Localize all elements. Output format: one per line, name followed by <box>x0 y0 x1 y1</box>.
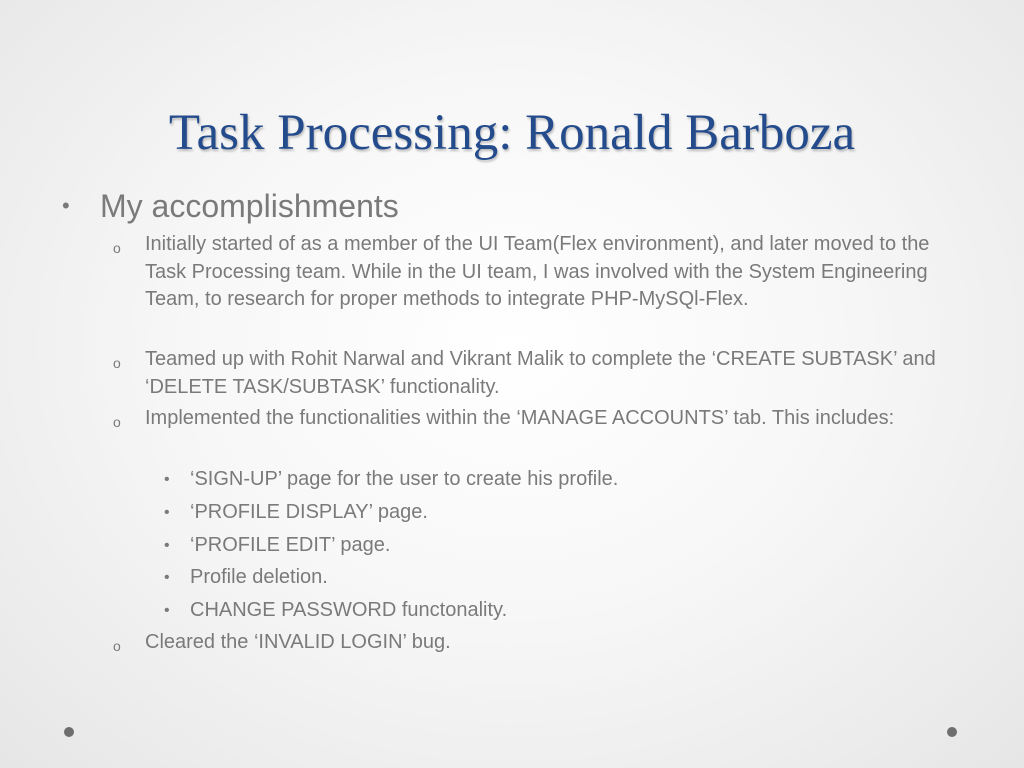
bullet-marker: o <box>113 355 121 371</box>
accomplishment-item-1: Initially started of as a member of the UI Team(Flex environment), and later moved to the Task Processing team. While in the UI team, I was involved with the System Engineering Team, to research for proper methods to integrate PHP-MySQl-Flex. <box>145 233 930 310</box>
sub-item-profile-display: ‘PROFILE DISPLAY’ page. <box>190 501 428 523</box>
main-bullet-marker: • <box>62 193 70 218</box>
sub-item-sign-up: ‘SIGN-UP’ page for the user to create his profile. <box>190 468 619 490</box>
sub-bullet-marker: • <box>164 537 170 554</box>
corner-dot-left <box>64 727 74 737</box>
slide-title: Task Processing: Ronald Barboza <box>168 105 856 161</box>
bullet-marker: o <box>113 240 121 256</box>
sub-bullet-marker: • <box>164 602 170 619</box>
accomplishment-item-2: Teamed up with Rohit Narwal and Vikrant Malik to complete the ‘CREATE SUBTASK’ and ‘DELETE TASK/SUBTASK’ functionality. <box>145 348 936 398</box>
sub-bullet-marker: • <box>164 471 170 488</box>
sub-item-profile-deletion: Profile deletion. <box>190 566 328 588</box>
bullet-marker: o <box>113 638 121 654</box>
main-bullet-text: My accomplishments <box>100 188 399 224</box>
sub-item-change-password: CHANGE PASSWORD functonality. <box>190 599 508 621</box>
bullet-marker: o <box>113 414 121 430</box>
sub-bullet-marker: • <box>164 569 170 586</box>
accomplishment-item-3: Implemented the functionalities within the ‘MANAGE ACCOUNTS’ tab. This includes: <box>145 407 895 429</box>
sub-bullet-marker: • <box>164 504 170 521</box>
sub-item-profile-edit: ‘PROFILE EDIT’ page. <box>190 534 391 556</box>
corner-dot-right <box>947 727 957 737</box>
accomplishment-item-4: Cleared the ‘INVALID LOGIN’ bug. <box>145 631 451 653</box>
